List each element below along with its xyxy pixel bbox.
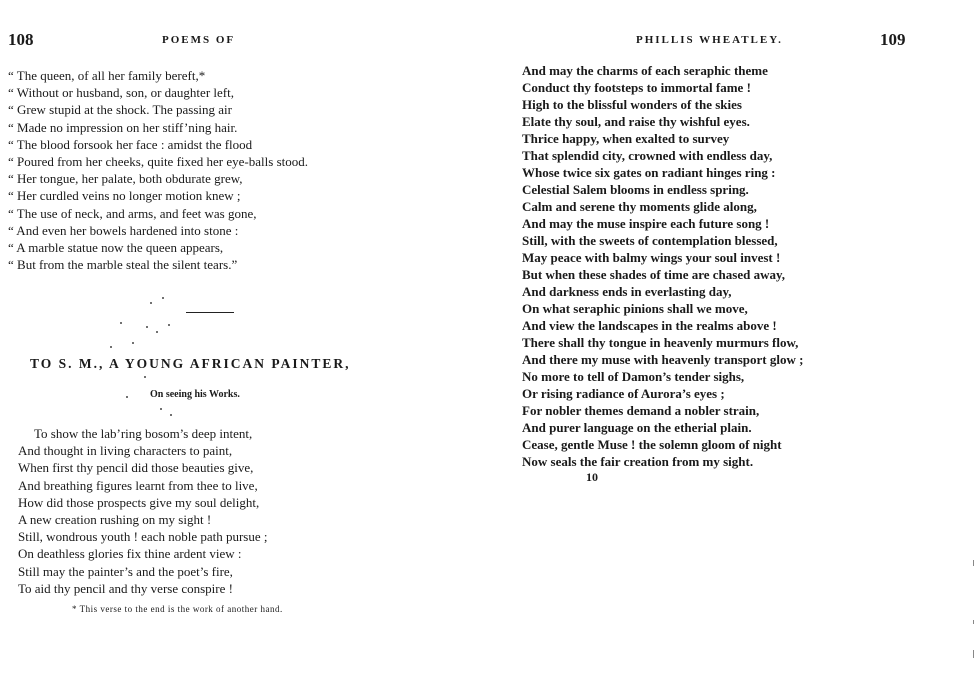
poem-line: And may the muse inspire each future song ! (522, 216, 770, 231)
quote-line: “ The use of neck, and arms, and feet was gone, (8, 205, 257, 221)
poem-title: TO S. M., A YOUNG AFRICAN PAINTER, (30, 356, 351, 371)
quoted-passage (8, 67, 308, 273)
quote-line: “ Her curdled veins no longer motion knew ; (8, 188, 241, 204)
right-page (490, 0, 980, 674)
poem-line: For nobler themes demand a nobler strain, (522, 403, 760, 418)
poem-line: Conduct thy footsteps to immortal fame ! (522, 80, 751, 95)
poem-line: That splendid city, crowned with endless day, (522, 148, 773, 163)
poem-line: Elate thy soul, and raise thy wishful eyes. (522, 114, 750, 129)
right-running-head: PHILLIS WHEATLEY. (636, 34, 783, 46)
signature-mark: 10 (586, 470, 598, 484)
quote-line: “ Made no impression on her stiff’ning hair. (8, 119, 238, 135)
poem-line: May peace with balmy wings your soul invest ! (522, 250, 781, 265)
page-edge-mark (973, 560, 974, 566)
poem-line: And view the landscapes in the realms above ! (522, 318, 777, 333)
poem-stanza-left (18, 425, 268, 597)
quote-line: “ The blood forsook her face : amidst the flood (8, 136, 253, 152)
quote-line: “ Grew stupid at the shock. The passing air (8, 102, 232, 118)
section-divider (186, 312, 234, 313)
quote-line: “ But from the marble steal the silent tears.” (8, 257, 238, 273)
poem-line: And darkness ends in everlasting day, (522, 284, 732, 299)
poem-line: Thrice happy, when exalted to survey (522, 131, 730, 146)
poem-subtitle: On seeing his Works. (150, 389, 240, 400)
poem-line: A new creation rushing on my sight ! (18, 512, 212, 528)
poem-line: On deathless glories fix thine ardent view : (18, 546, 242, 562)
quote-line: “ Her tongue, her palate, both obdurate grew, (8, 171, 243, 187)
poem-line: To aid thy pencil and thy verse conspire ! (18, 580, 233, 596)
poem-line: No more to tell of Damon’s tender sighs, (522, 369, 745, 384)
footnote: * This verse to the end is the work of another hand. (72, 604, 283, 614)
left-running-head: POEMS OF (162, 34, 236, 46)
poem-line: High to the blissful wonders of the skies (522, 97, 742, 112)
poem-line: And there my muse with heavenly transport glow ; (522, 352, 804, 367)
poem-line: And thought in living characters to paint, (18, 443, 233, 459)
quote-line: “ Poured from her cheeks, quite fixed her eye-balls stood. (8, 154, 308, 170)
page-edge-mark (973, 620, 974, 624)
poem-line: And purer language on the etherial plain. (522, 420, 752, 435)
poem-line: On what seraphic pinions shall we move, (522, 301, 748, 316)
poem-line: Still, with the sweets of contemplation blessed, (522, 233, 778, 248)
poem-line: When first thy pencil did those beauties give, (18, 460, 254, 476)
poem-line: Or rising radiance of Aurora’s eyes ; (522, 386, 725, 401)
quote-line: “ And even her bowels hardened into stone : (8, 222, 239, 238)
poem-line: There shall thy tongue in heavenly murmurs flow, (522, 335, 799, 350)
quote-line: “ A marble statue now the queen appears, (8, 240, 224, 256)
poem-line: Now seals the fair creation from my sight. (522, 454, 754, 469)
poem-line: Whose twice six gates on radiant hinges ring : (522, 165, 776, 180)
poem-line: Still, wondrous youth ! each noble path pursue ; (18, 529, 268, 545)
poem-stanza-right (522, 62, 803, 470)
right-page-number: 109 (880, 30, 906, 49)
quote-line: “ The queen, of all her family bereft,* (8, 68, 206, 83)
left-page-number: 108 (8, 30, 34, 49)
poem-line: How did those prospects give my soul delight, (18, 494, 260, 510)
poem-line: And breathing figures learnt from thee to live, (18, 477, 258, 493)
poem-line: Celestial Salem blooms in endless spring. (522, 182, 749, 197)
quote-line: “ Without or husband, son, or daughter left, (8, 85, 234, 101)
poem-line: To show the lab’ring bosom’s deep intent, (34, 426, 253, 441)
poem-line: Still may the painter’s and the poet’s fire, (18, 563, 233, 579)
poem-line: Calm and serene thy moments glide along, (522, 199, 757, 214)
page-edge-mark (973, 650, 974, 658)
poem-line: But when these shades of time are chased away, (522, 267, 786, 282)
poem-line: Cease, gentle Muse ! the solemn gloom of night (522, 437, 782, 452)
poem-line: And may the charms of each seraphic theme (522, 63, 768, 78)
